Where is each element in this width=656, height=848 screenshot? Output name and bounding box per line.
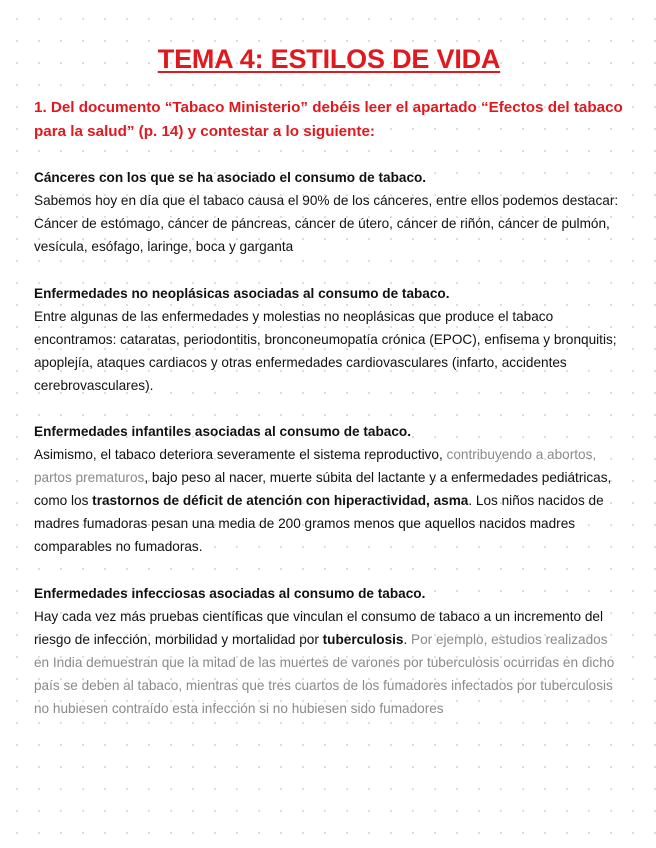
section-heading: Enfermedades infantiles asociadas al consumo de tabaco. [34, 424, 411, 439]
body-text-muted: contribuyendo a abortos, partos prematuros [34, 447, 597, 485]
body-text: Hay cada vez más pruebas científicas que vinculan el consumo de tabaco a un incremento del riesgo de infección, morbilidad y mortalidad por [34, 609, 603, 647]
question-prompt: 1. Del documento “Tabaco Ministerio” debéis leer el apartado “Efectos del tabaco para la salud” (p. 14) y contestar a lo siguiente: [34, 99, 623, 140]
section-body [34, 605, 624, 720]
body-text-bold: tuberculosis [322, 632, 404, 647]
body-text: Asimismo, el tabaco deteriora severamente el sistema reproductivo, [34, 447, 447, 462]
section-childhood [34, 420, 624, 558]
page-title: TEMA 4: ESTILOS DE VIDA [157, 44, 501, 74]
section-non-neoplastic [34, 282, 624, 397]
section-body: Sabemos hoy en día que el tabaco causa el 90% de los cánceres, entre ellos podemos destacar: Cáncer de estómago, cáncer de páncreas, cáncer de útero, cáncer de riñón, cáncer de pulmón, vesícula, esófago, laringe, boca y garganta [34, 193, 619, 254]
body-text: , bajo peso al nacer, muerte súbita del lactante y a enfermedades pediátricas, como los [34, 470, 612, 508]
body-text: . [403, 632, 412, 647]
section-heading: Enfermedades no neoplásicas asociadas al consumo de tabaco. [34, 286, 450, 301]
section-body [34, 443, 624, 558]
section-infectious [34, 582, 624, 720]
section-heading: Enfermedades infecciosas asociadas al consumo de tabaco. [34, 586, 426, 601]
section-heading: Cánceres con los que se ha asociado el consumo de tabaco. [34, 170, 427, 185]
body-text: . Los niños nacidos de madres fumadoras pesan una media de 200 gramos menos que aquellos nacidos madres comparables no fumadoras. [34, 493, 604, 554]
body-text-bold: trastornos de déficit de atención con hiperactividad, asma [92, 493, 469, 508]
body-text-muted: Por ejemplo, estudios realizados en India demuestran que la mitad de las muertes de varones por tuberculosis ocurridas en dicho país se deben al tabaco, mientras que tres cuartos de los fumadores infectados por tuberculosis no hubiesen contraído esta infección si no hubiesen sido fumadores [34, 632, 615, 716]
section-cancers [34, 166, 624, 258]
section-body: Entre algunas de las enfermedades y molestias no neoplásicas que produce el tabaco encontramos: cataratas, periodontitis, bronconeumopatía crónica (EPOC), enfisema y bronquitis; apoplejía, ataques cardiacos y otras enfermedades cardiovasculares (infarto, accidentes cerebrovasculares). [34, 309, 617, 393]
